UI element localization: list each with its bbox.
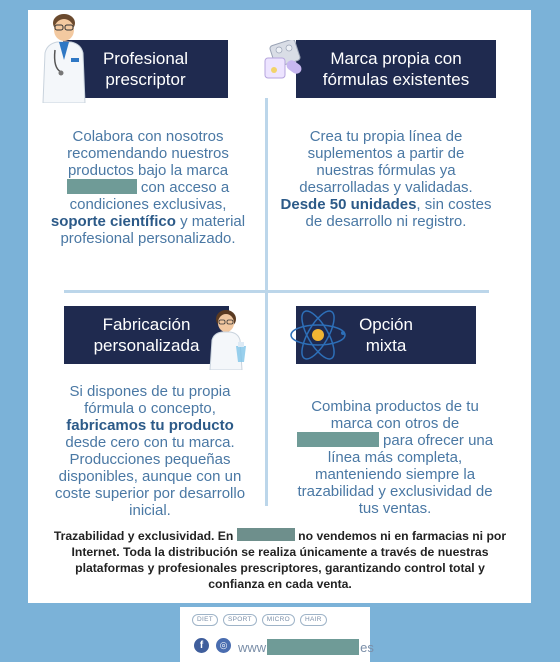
instagram-icon[interactable]: ◎ <box>216 638 231 653</box>
label-line-2: prescriptor <box>105 70 186 89</box>
footer-note <box>52 528 508 592</box>
doctor-icon <box>35 8 93 103</box>
text-bold: fabricamos tu producto <box>66 417 234 434</box>
text-fabricacion-personalizada <box>44 383 256 519</box>
label-line-1: Opción <box>359 315 413 334</box>
brand-logo-hair: HAIR <box>300 614 327 626</box>
footer-text: no vendemos ni en farmacias ni por Internet. Toda la distribución se realiza únicamente a través de nuestras plataformas y profesionales prescriptores, garantizando control total y confianza en cada venta. <box>71 529 507 591</box>
label-line-1: Profesional <box>102 49 189 68</box>
horizontal-divider <box>64 290 489 293</box>
label-marca-propia <box>296 40 496 98</box>
text-part: Colabora con nosotros recomendando nuestros productos bajo la marca <box>67 128 229 179</box>
text-part: para ofrecer una línea más completa, manteniendo siempre la trazabilidad y exclusividad de tus ventas. <box>297 432 494 517</box>
scientist-icon <box>200 306 254 370</box>
brand-logos <box>192 614 327 626</box>
facebook-icon[interactable]: f <box>194 638 209 653</box>
atom-icon <box>288 303 348 367</box>
label-line-2: personalizada <box>93 336 200 355</box>
website-link[interactable] <box>238 639 374 655</box>
text-part: Si dispones de tu propia fórmula o concepto, <box>69 383 231 417</box>
redacted-brand <box>237 528 295 541</box>
label-line-2: fórmulas existentes <box>322 70 470 89</box>
web-prefix: www <box>238 639 267 655</box>
text-part: , sin costes de desarrollo ni registro. <box>305 196 492 230</box>
web-suffix: es <box>360 639 374 655</box>
brand-logo-sport: SPORT <box>223 614 257 626</box>
label-line-1: Fabricación <box>102 315 191 334</box>
label-line-1: Marca propia con <box>330 49 462 68</box>
pills-icon <box>262 40 308 80</box>
text-part: con acceso a condiciones exclusivas, <box>69 179 230 213</box>
brand-bar <box>180 607 374 662</box>
text-part: Combina productos de tu marca con otros de <box>311 398 479 432</box>
brand-logo-micro: MICRO <box>262 614 295 626</box>
redacted-brand <box>67 179 137 194</box>
text-bold: soporte científico <box>50 213 176 230</box>
text-marca-propia <box>278 128 494 230</box>
social-icons <box>194 638 231 653</box>
brand-logo-diet: DIET <box>192 614 218 626</box>
text-opcion-mixta <box>290 398 500 517</box>
text-part: y material profesional personalizado. <box>60 213 246 247</box>
text-part: Crea tu propia línea de suplementos a partir de nuestras fórmulas ya desarrolladas y validadas. <box>299 128 473 196</box>
redacted-domain <box>267 639 359 655</box>
label-line-2: mixta <box>365 336 407 355</box>
footer-text: Trazabilidad y exclusividad. En <box>53 529 234 543</box>
text-part: desde cero con tu marca. Producciones pequeñas disponibles, aunque con un coste superior por desarrollo inicial. <box>54 434 246 519</box>
vertical-divider <box>265 98 268 506</box>
redacted-brand <box>297 432 379 447</box>
text-bold: Desde 50 unidades <box>280 196 417 213</box>
text-profesional-prescriptor <box>44 128 252 247</box>
